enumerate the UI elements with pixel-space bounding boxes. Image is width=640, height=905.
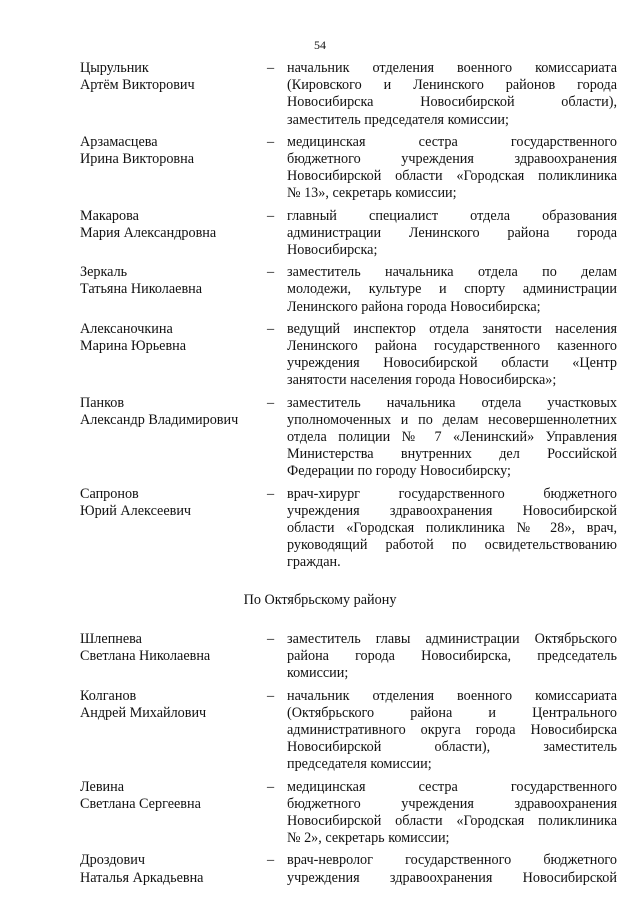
member-entry [80, 395, 617, 481]
member-surname: Дроздович [80, 852, 145, 869]
dash-separator: – [267, 394, 275, 411]
member-surname: Алексаночкина [80, 320, 173, 337]
member-position [287, 486, 617, 572]
member-entry [80, 60, 617, 129]
member-name [80, 631, 267, 683]
position-line: уполномоченных и по делам несовершеннолетних [287, 411, 617, 428]
position-line: № 13», секретарь комиссии; [287, 185, 457, 202]
member-given-names: Андрей Михайлович [80, 704, 207, 721]
member-given-names: Мария Александровна [80, 224, 217, 241]
position-line: № 2», секретарь комиссии; [287, 830, 450, 847]
member-entry [80, 264, 617, 316]
position-line: Министерства внутренних дел Российской [287, 446, 617, 463]
member-position [287, 321, 617, 390]
position-line: председателя комиссии; [287, 756, 432, 773]
position-line: Новосибирска; [287, 242, 378, 259]
position-line: района города Новосибирска, председатель [287, 648, 617, 665]
dash-separator: – [267, 60, 275, 76]
position-line: бюджетного учреждения здравоохранения [287, 795, 617, 812]
member-surname: Шлепнева [80, 630, 142, 647]
position-line: Ленинского района государственного казенного [287, 338, 617, 355]
member-given-names: Юрий Алексеевич [80, 502, 192, 519]
position-line: области «Городская поликлиника № 28», врач, [287, 520, 617, 537]
position-line: заместитель главы администрации Октябрьского [287, 630, 617, 647]
position-line: учреждения Новосибирской области «Центр [287, 355, 617, 372]
member-position [287, 264, 617, 316]
position-line: администрации Ленинского района города [287, 224, 617, 241]
dash-separator: – [267, 320, 275, 337]
member-position [287, 208, 617, 260]
member-given-names: Артём Викторович [80, 77, 195, 94]
member-given-names: Татьяна Николаевна [80, 281, 203, 298]
member-entry [80, 779, 617, 848]
position-line: заместитель начальника отдела участковых [287, 394, 617, 411]
position-line: медицинская сестра государственного [287, 133, 617, 150]
member-position [287, 134, 617, 203]
section-heading: По Октябрьскому району [243, 591, 397, 608]
position-line: врач-невролог государственного бюджетного [287, 852, 617, 869]
member-surname: Арзамасцева [80, 133, 158, 150]
member-name [80, 208, 267, 260]
position-line: (Кировского и Ленинского районов города [287, 77, 617, 94]
position-line: руководящий работой по освидетельствованию [287, 537, 617, 554]
dash-separator: – [267, 778, 275, 795]
position-line: Новосибирской области «Городская поликлиника [287, 812, 617, 829]
position-line: Ленинского района города Новосибирска; [287, 298, 541, 315]
member-surname: Зеркаль [80, 264, 128, 281]
member-name [80, 321, 267, 390]
member-surname: Панков [80, 394, 125, 411]
position-line: (Октябрьского района и Центрального [287, 704, 617, 721]
member-entry [80, 688, 617, 774]
member-position [287, 779, 617, 848]
dash-separator: – [267, 485, 275, 502]
member-position [287, 688, 617, 774]
position-line: комиссии; [287, 665, 349, 682]
commission-group-leninsky [80, 60, 617, 572]
member-entry [80, 134, 617, 203]
member-surname: Макарова [80, 207, 139, 224]
position-line: Федерации по городу Новосибирску; [287, 463, 511, 480]
dash-separator: – [267, 630, 275, 647]
position-line: заместитель начальника отдела по делам [287, 264, 617, 281]
member-name [80, 264, 267, 316]
member-position [287, 631, 617, 683]
member-surname: Левина [80, 778, 125, 795]
position-line: отдела полиции № 7 «Ленинский» Управления [287, 429, 617, 446]
position-line: административного округа города Новосибирска [287, 721, 617, 738]
member-given-names: Светлана Николаевна [80, 648, 211, 665]
member-entry [80, 631, 617, 683]
position-line: граждан. [287, 554, 341, 571]
member-name [80, 779, 267, 848]
member-given-names: Ирина Викторовна [80, 151, 195, 168]
dash-separator: – [267, 687, 275, 704]
member-name [80, 486, 267, 572]
position-line: ведущий инспектор отдела занятости населения [287, 320, 617, 337]
member-name [80, 60, 267, 129]
position-line: бюджетного учреждения здравоохранения [287, 151, 617, 168]
position-line: врач-хирург государственного бюджетного [287, 485, 617, 502]
position-line: заместитель председателя комиссии; [287, 111, 509, 128]
member-given-names: Наталья Аркадьевна [80, 869, 204, 886]
position-line: учреждения здравоохранения Новосибирской [287, 502, 617, 519]
member-position [287, 395, 617, 481]
member-given-names: Александр Владимирович [80, 411, 239, 428]
commission-group-oktyabrsky [80, 631, 617, 887]
position-line: Новосибирской области), заместитель [287, 739, 617, 756]
member-entry [80, 321, 617, 390]
member-entry [80, 852, 617, 886]
member-given-names: Марина Юрьевна [80, 338, 187, 355]
position-line: начальник отделения военного комиссариата [287, 687, 617, 704]
member-position [287, 852, 617, 886]
member-position [287, 60, 617, 129]
dash-separator: – [267, 133, 275, 150]
member-name [80, 688, 267, 774]
dash-separator: – [267, 852, 275, 869]
member-entry [80, 486, 617, 572]
commission-list [80, 60, 617, 892]
member-name [80, 395, 267, 481]
member-surname: Колганов [80, 687, 137, 704]
dash-separator: – [267, 264, 275, 281]
member-given-names: Светлана Сергеевна [80, 795, 201, 812]
position-line: Новосибирска Новосибирской области), [287, 94, 617, 111]
position-line: начальник отделения военного комиссариата [287, 60, 617, 76]
position-line: медицинская сестра государственного [287, 778, 617, 795]
position-line: молодежи, культуре и спорту администрации [287, 281, 617, 298]
position-line: Новосибирской области «Городская поликлиника [287, 168, 617, 185]
member-name [80, 852, 267, 886]
dash-separator: – [267, 207, 275, 224]
member-entry [80, 208, 617, 260]
page-number: 54 [314, 38, 326, 52]
position-line: занятости населения города Новосибирска»; [287, 372, 557, 389]
member-surname: Цырульник [80, 60, 149, 76]
position-line: учреждения здравоохранения Новосибирской [287, 869, 617, 886]
position-line: главный специалист отдела образования [287, 207, 617, 224]
member-name [80, 134, 267, 203]
member-surname: Сапронов [80, 485, 139, 502]
